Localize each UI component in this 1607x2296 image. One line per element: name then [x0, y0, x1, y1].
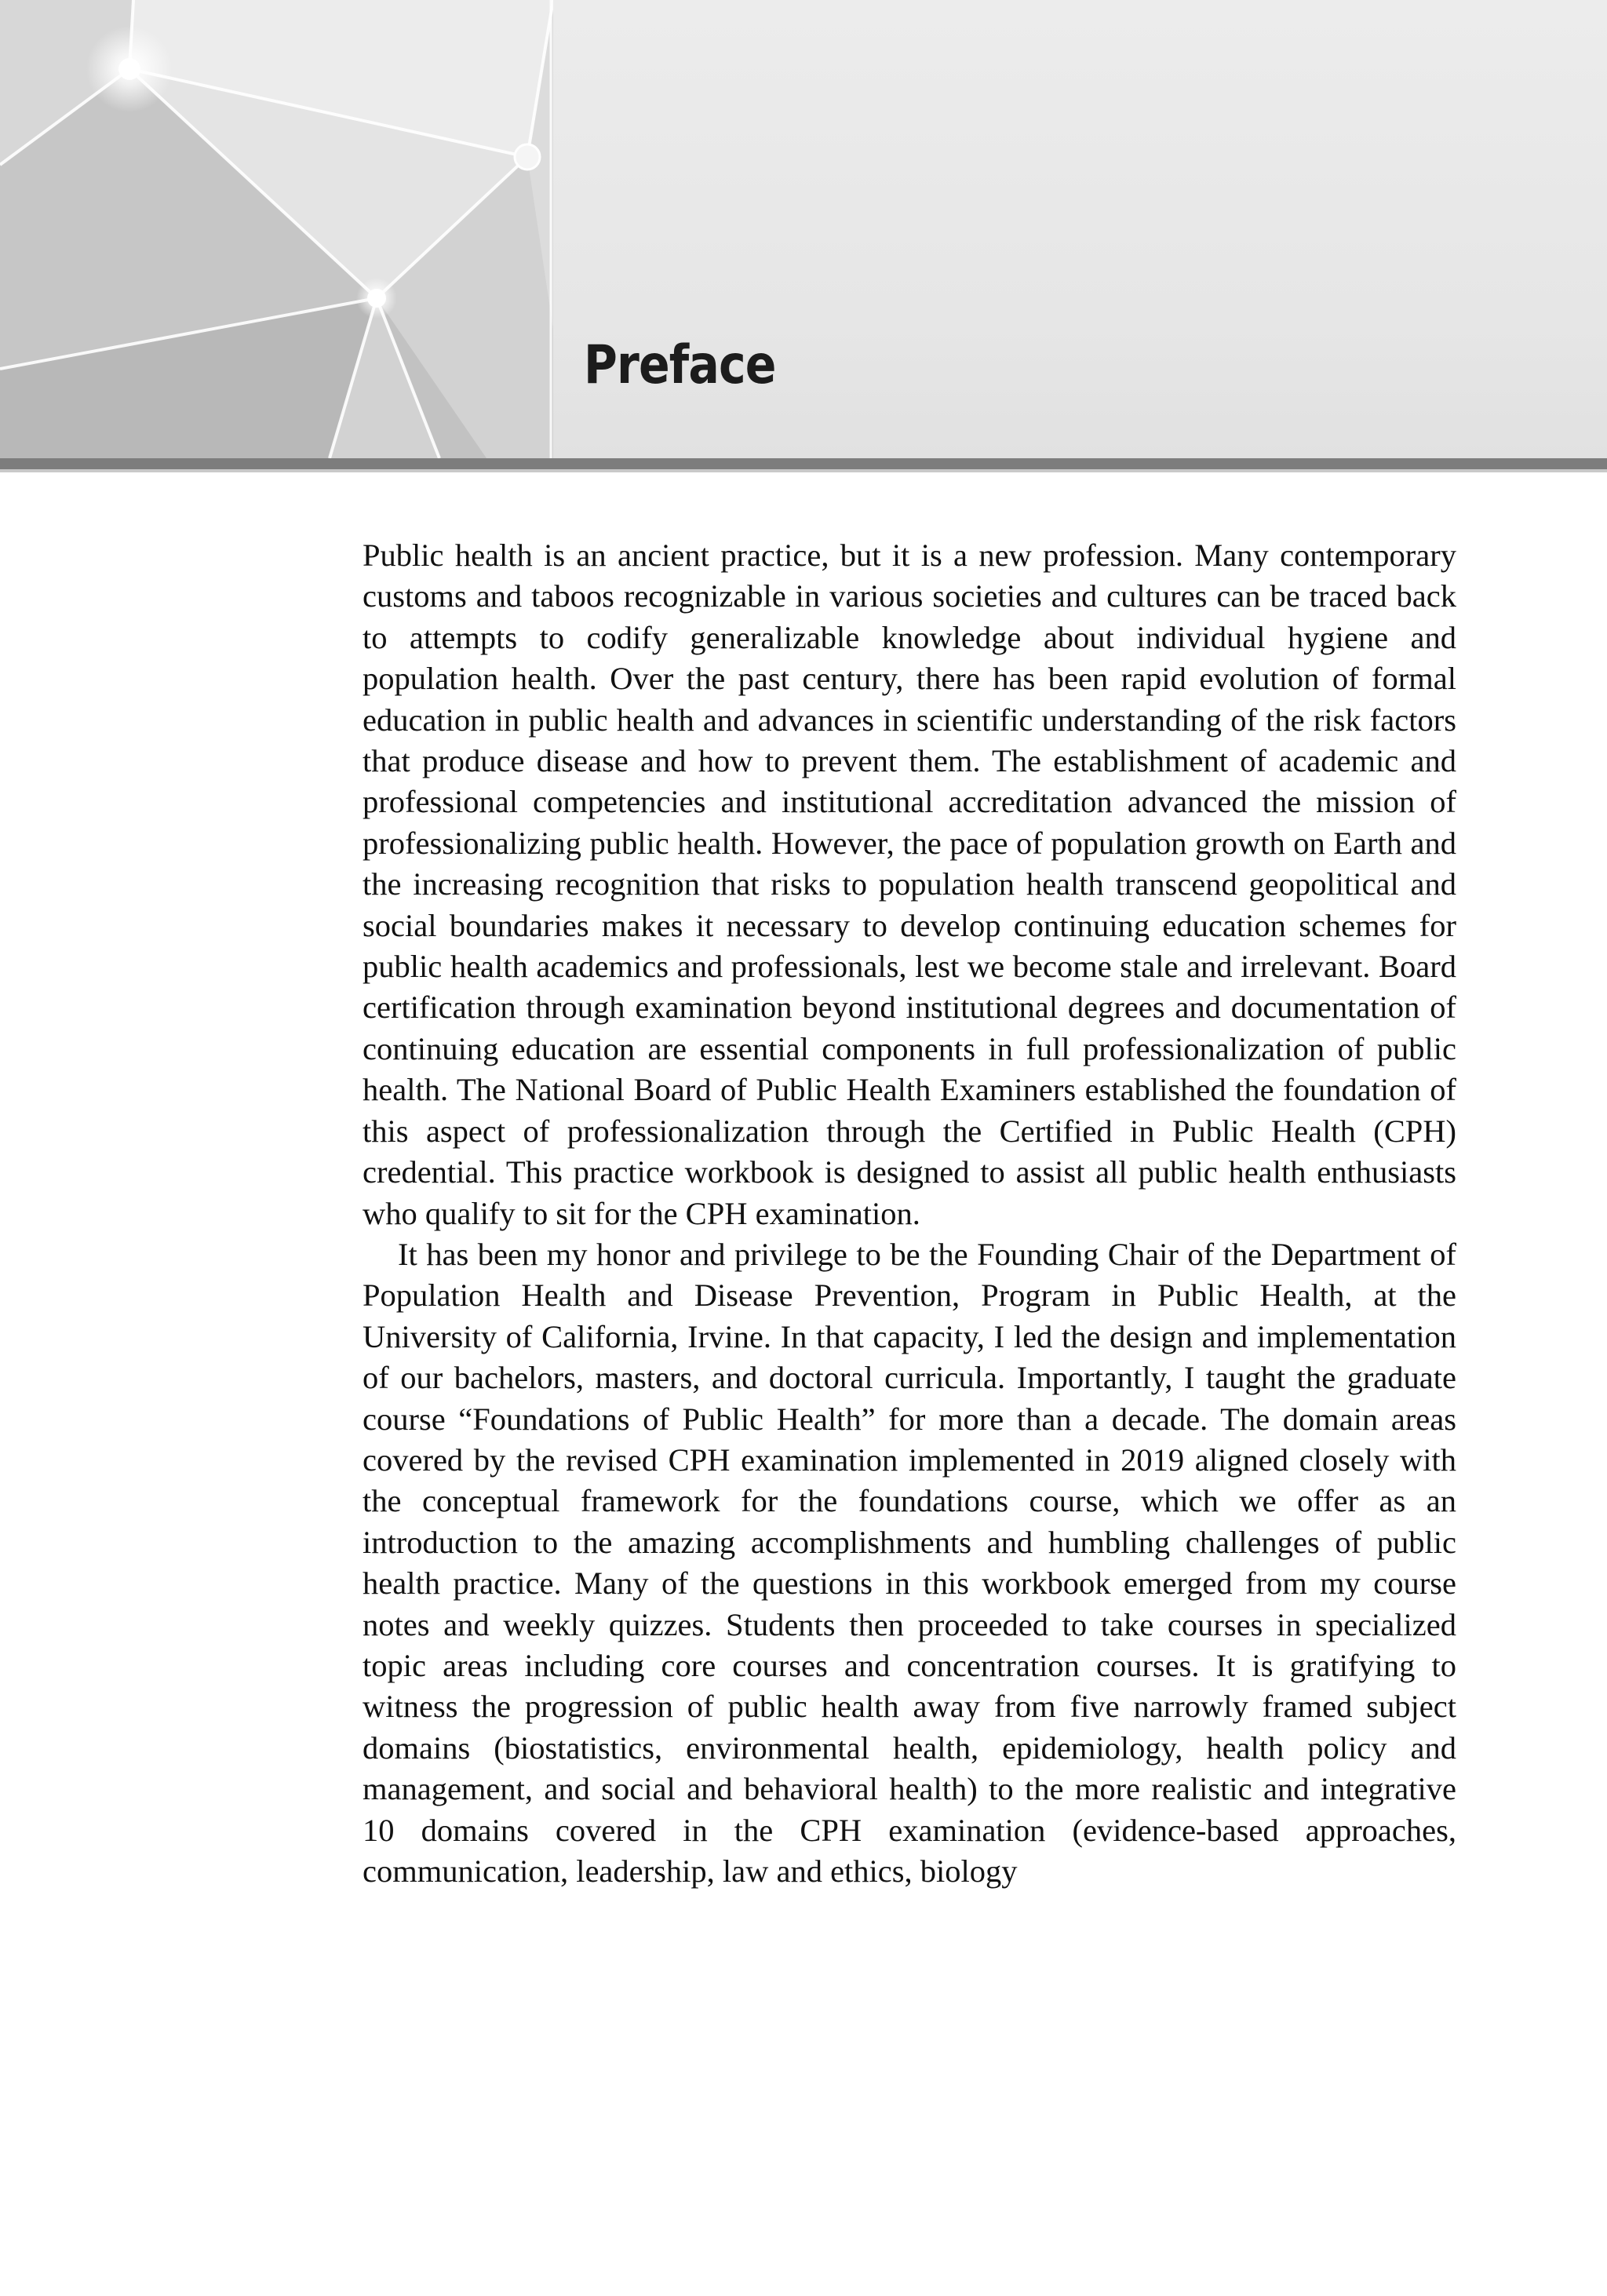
body-paragraph-1: Public health is an ancient practice, but it is a new profession. Many contemporary customs and taboos recognizable in various societies and cultures can be traced back to attempts to codify generalizable knowledge about individual hygiene and population health. Over the past century, there has been rapid evolution of formal education in public health and advances in scientific understanding of the risk factors that produce disease and how to prevent them. The establishment of academic and professional competencies and institutional accreditation advanced the mission of professionalizing public health. However, the pace of population growth on Earth and the increasing recognition that risks to population health transcend geopolitical and social boundaries makes it necessary to develop continuing education schemes for public health academics and professionals, lest we become stale and irrelevant. Board certification through examination beyond institutional degrees and documentation of continuing education are essential components in full professionalization of public health. The National Board of Public Health Examiners established the foundation of this aspect of professionalization through the Certified in Public Health (CPH) credential. This practice workbook is designed to assist all public health enthusiasts who qualify to sit for the CPH examination.	[363, 538, 1456, 1231]
chapter-title: Preface	[584, 334, 776, 396]
header-divider	[0, 458, 1607, 469]
network-graphic	[0, 0, 553, 458]
body-paragraph-2: It has been my honor and privilege to be the Founding Chair of the Department of Population Health and Disease Prevention, Program in Public Health, at the University of California, Irvine. In that capacity, I led the design and implementation of our bachelors, masters, and doctoral curricula. Importantly, I taught the graduate course “Foundations of Public Health” for more than a decade. The domain areas covered by the revised CPH examination implemented in 2019 aligned closely with the conceptual framework for the foundations course, which we offer as an introduction to the amazing accomplishments and humbling challenges of public health practice. Many of the questions in this workbook emerged from my course notes and weekly quizzes. Students then proceeded to take courses in specialized topic areas including core courses and concentration courses. It is gratifying to witness the progression of public health away from five narrowly framed subject domains (biostatistics, environmental health, epidemiology, health policy and management, and social and behavioral health) to the more realistic and integrative 10 domains covered in the CPH examination (evidence-based approaches, communication, leadership, law and ethics, biology	[363, 1236, 1456, 1889]
preface-body	[363, 535, 1456, 1892]
header-divider-highlight	[0, 469, 1607, 472]
